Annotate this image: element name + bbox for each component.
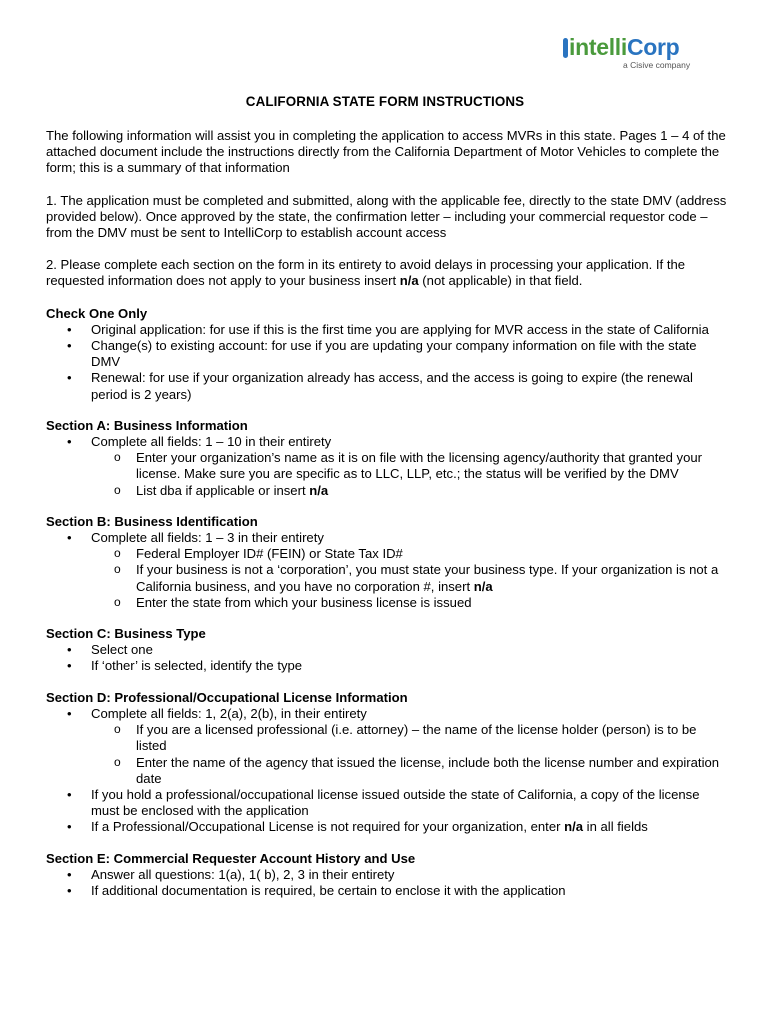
section-c-list bbox=[46, 642, 728, 674]
section-e-heading: Section E: Commercial Requester Account History and Use bbox=[46, 850, 416, 866]
list-item: • Select one bbox=[46, 642, 728, 658]
section-d-sublist bbox=[91, 722, 728, 787]
logo-letter-i: i bbox=[569, 34, 576, 60]
section-d-heading: Section D: Professional/Occupational License Information bbox=[46, 689, 408, 705]
list-item-text: If a Professional/Occupational License is not required for your organization, enter bbox=[91, 819, 565, 835]
sub-list-item bbox=[91, 562, 728, 594]
section-a-sublist bbox=[91, 450, 728, 499]
logo-mark-icon bbox=[563, 38, 568, 58]
sub-list-item: o Enter your organization’s name as it is on file with the licensing agency/authority that granted your license. Make sure you are specific as to LLC, LLP, etc.; the status will be verified by the DMV bbox=[91, 450, 728, 482]
list-item: • If additional documentation is required, be certain to enclose it with the application bbox=[46, 883, 728, 899]
section-c-heading: Section C: Business Type bbox=[46, 626, 206, 642]
section-e-list bbox=[46, 867, 728, 899]
logo-ntelli: ntelli bbox=[575, 34, 627, 60]
list-item-text: Complete all fields: 1, 2(a), 2(b), in their entirety bbox=[91, 705, 367, 721]
list-item bbox=[46, 819, 728, 835]
sub-list-item: o Enter the state from which your business license is issued bbox=[91, 595, 728, 611]
intellicorp-logo bbox=[563, 34, 691, 74]
list-item-text-end: in all fields bbox=[583, 819, 648, 835]
check-one-list bbox=[46, 322, 728, 403]
section-b-heading: Section B: Business Identification bbox=[46, 513, 258, 529]
page-title: CALIFORNIA STATE FORM INSTRUCTIONS bbox=[245, 94, 525, 109]
list-item bbox=[46, 706, 728, 787]
list-item: • Renewal: for use if your organization already has access, and the access is going to expire (the renewal period is 2 years) bbox=[46, 370, 728, 402]
step-2-text: 2. Please complete each section on the form in its entirety to avoid delays in processing your application. If the requested information does not apply to your business insert bbox=[46, 257, 686, 289]
sub-list-item: o Federal Employer ID# (FEIN) or State Tax ID# bbox=[91, 546, 728, 562]
logo-tagline: a Cisive company bbox=[623, 60, 691, 70]
sub-list-text: If your business is not a ‘corporation’, you must state your business type. If your organization is not a California business, and you have no corporation #, insert bbox=[136, 562, 719, 594]
list-item: • Answer all questions: 1(a), 1( b), 2, 3 in their entirety bbox=[46, 867, 728, 883]
sub-list-item bbox=[91, 483, 728, 499]
step-2-na: n/a bbox=[399, 273, 419, 289]
step-2-text-end: (not applicable) in that field. bbox=[418, 273, 583, 289]
check-one-heading: Check One Only bbox=[46, 305, 148, 321]
section-d-list bbox=[46, 706, 728, 836]
section-b-list bbox=[46, 530, 728, 611]
na-text: n/a bbox=[564, 819, 584, 835]
sub-list-item: o If you are a licensed professional (i.e. attorney) – the name of the license holder (person) is to be listed bbox=[91, 722, 728, 754]
step-2-paragraph bbox=[46, 257, 728, 289]
document-body bbox=[46, 128, 728, 914]
list-item: • If you hold a professional/occupational license issued outside the state of California, a copy of the license must be enclosed with the application bbox=[46, 787, 728, 819]
intro-paragraph: The following information will assist you in completing the application to access MVRs in this state. Pages 1 – 4 of the attached document include the instructions directly from the California Department of Motor Vehicles to complete the form; this is a summary of that information bbox=[46, 128, 726, 176]
logo-wordmark bbox=[569, 34, 679, 61]
list-item-text: Complete all fields: 1 – 10 in their entirety bbox=[91, 434, 332, 450]
list-item bbox=[46, 530, 728, 611]
step-1-paragraph: 1. The application must be completed and submitted, along with the applicable fee, directly to the state DMV (address provided below). Once approved by the state, the confirmation letter – including your commercial requestor code – from the DMV must be sent to IntelliCorp to establish account access bbox=[46, 192, 727, 241]
logo-corp: Corp bbox=[626, 34, 680, 60]
sub-list-text: List dba if applicable or insert bbox=[136, 482, 310, 498]
list-item-text: Complete all fields: 1 – 3 in their entirety bbox=[91, 530, 324, 546]
list-item: • Original application: for use if this is the first time you are applying for MVR access in the state of California bbox=[46, 322, 728, 338]
sub-list-item: o Enter the name of the agency that issued the license, include both the license number and expiration date bbox=[91, 755, 728, 787]
section-a-list bbox=[46, 434, 728, 499]
section-b-sublist bbox=[91, 546, 728, 611]
list-item: • Change(s) to existing account: for use if you are updating your company information on file with the state DMV bbox=[46, 338, 728, 370]
section-a-heading: Section A: Business Information bbox=[46, 417, 248, 433]
list-item: • If ‘other’ is selected, identify the type bbox=[46, 658, 728, 674]
na-text: n/a bbox=[473, 578, 493, 594]
na-text: n/a bbox=[309, 482, 329, 498]
list-item bbox=[46, 434, 728, 499]
